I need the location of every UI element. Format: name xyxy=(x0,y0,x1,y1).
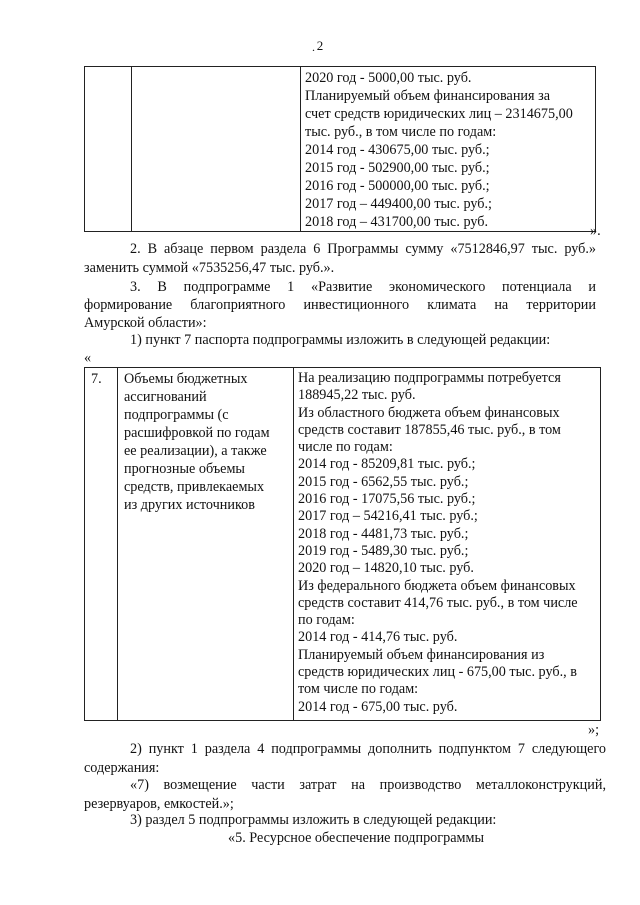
table2-value-line: средств юридических лиц - 675,00 тыс. руб., в xyxy=(298,664,577,681)
table1-line: 2014 год - 430675,00 тыс. руб.; xyxy=(305,142,490,158)
table2-value-line: по годам: xyxy=(298,612,355,629)
table2-value-line: 188945,22 тыс. руб. xyxy=(298,387,416,404)
table1-line: 2016 год - 500000,00 тыс. руб.; xyxy=(305,178,490,194)
table2-value-line: том числе по годам: xyxy=(298,681,419,698)
table1-line: 2015 год - 502900,00 тыс. руб.; xyxy=(305,160,490,176)
paragraph-6: 3) раздел 5 подпрограммы изложить в следующей редакции: xyxy=(130,812,497,828)
table2-value-line: Из областного бюджета объем финансовых xyxy=(298,404,560,421)
table2-value-line: 2014 год - 85209,81 тыс. руб.; xyxy=(298,456,476,473)
table2-value-line: средств составит 187855,46 тыс. руб., в том xyxy=(298,421,561,438)
paragraph-3 xyxy=(84,279,596,332)
table2-value-line: 2014 год - 414,76 тыс. руб. xyxy=(298,629,458,646)
paragraph-2 xyxy=(84,241,596,277)
table2-value-line: Планируемый объем финансирования из xyxy=(298,646,545,663)
page-number: 2 xyxy=(316,38,324,53)
paragraph-3-1: 1) пункт 7 паспорта подпрограммы изложить в следующей редакции: xyxy=(130,332,551,348)
paragraph-3-line2: формирование благоприятного инвестиционного климата на территории xyxy=(84,296,596,313)
paragraph-2-line2: заменить суммой «7535256,47 тыс. руб.». xyxy=(84,259,335,276)
table1-line: тыс. руб., в том числе по годам: xyxy=(305,124,497,140)
paragraph-3-line1: 3. В подпрограмме 1 «Развитие экономического потенциала и xyxy=(130,279,596,295)
table2-label-line: подпрограммы (с xyxy=(124,407,229,423)
table2-value-line: 2020 год – 14820,10 тыс. руб. xyxy=(298,560,474,577)
paragraph-4-line1: 2) пункт 1 раздела 4 подпрограммы дополнить подпунктом 7 следующего xyxy=(130,741,606,757)
table2-value-cell xyxy=(294,368,601,721)
table2-label-cell xyxy=(118,368,294,721)
table2-value-line: 2018 год - 4481,73 тыс. руб.; xyxy=(298,525,469,542)
table1-col-num xyxy=(85,67,132,232)
table2-num-cell xyxy=(85,368,118,721)
table2-num: 7. xyxy=(91,371,102,387)
paragraph-4-line2: содержания: xyxy=(84,759,160,776)
table1-line: 2020 год - 5000,00 тыс. руб. xyxy=(305,70,472,86)
table2-label-line: ее реализации), а также xyxy=(124,443,267,459)
table2-value-line: 2017 год – 54216,41 тыс. руб.; xyxy=(298,508,478,525)
table2-value-line: 2016 год - 17075,56 тыс. руб.; xyxy=(298,491,476,508)
table1-close-mark: ». xyxy=(590,223,601,239)
table2-value-line: числе по годам: xyxy=(298,439,393,456)
table2-label-line: ассигнований xyxy=(124,389,207,405)
paragraph-5-line1: «7) возмещение части затрат на производство металлоконструкций, xyxy=(130,777,606,793)
table2-value-line: На реализацию подпрограммы потребуется xyxy=(298,370,561,386)
table-continuation xyxy=(84,66,596,232)
paragraph-3-line3: Амурской области»: xyxy=(84,315,207,331)
table1-line: Планируемый объем финансирования за xyxy=(305,88,550,104)
table1-col-value xyxy=(301,67,596,232)
table2-value-line: 2014 год - 675,00 тыс. руб. xyxy=(298,698,458,715)
table2-value-line: 2015 год - 6562,55 тыс. руб.; xyxy=(298,473,469,490)
table2-value-line: Из федерального бюджета объем финансовых xyxy=(298,577,576,594)
paragraph-5-line2: резервуаров, емкостей.»; xyxy=(84,795,234,812)
open-quote: « xyxy=(84,350,92,366)
table-passport-item-7 xyxy=(84,367,601,721)
table1-col-label xyxy=(132,67,301,232)
table1-line: 2017 год – 449400,00 тыс. руб.; xyxy=(305,196,492,212)
table2-label-line: прогнозные объемы xyxy=(124,461,245,477)
table2-value-line: средств составит 414,76 тыс. руб., в том числе xyxy=(298,594,578,611)
paragraph-2-line1: 2. В абзаце первом раздела 6 Программы сумму «7512846,97 тыс. руб.» xyxy=(130,241,596,257)
table2-value-line: 2019 год - 5489,30 тыс. руб.; xyxy=(298,542,469,559)
paragraph-4 xyxy=(84,741,606,777)
stray-mark: . xyxy=(312,40,315,54)
section-title: «5. Ресурсное обеспечение подпрограммы xyxy=(228,830,484,846)
table2-label-line: из других источников xyxy=(124,497,255,513)
paragraph-5 xyxy=(84,777,606,813)
table2-label-line: Объемы бюджетных xyxy=(124,371,248,387)
table2-close-mark: »; xyxy=(588,722,600,738)
table1-line: 2018 год – 431700,00 тыс. руб. xyxy=(305,214,489,230)
table2-label-line: расшифровкой по годам xyxy=(124,425,270,441)
table1-line: счет средств юридических лиц – 2314675,00 xyxy=(305,106,573,122)
table2-label-line: средств, привлекаемых xyxy=(124,479,265,495)
